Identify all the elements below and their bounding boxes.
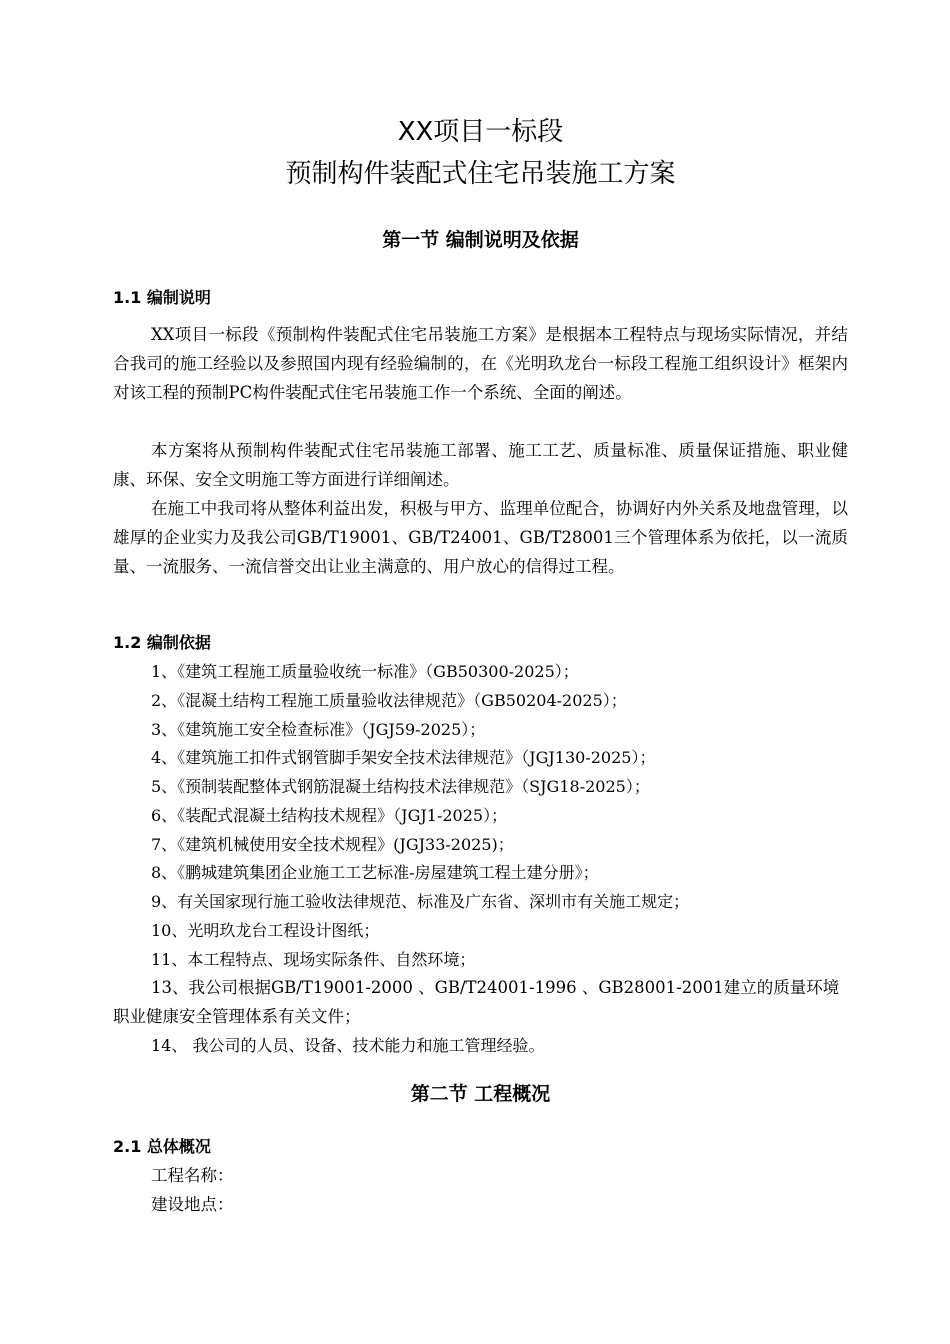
- reference-item: 5、《预制装配整体式钢筋混凝土结构技术法律规范》（SJG18-2025）；: [151, 777, 650, 796]
- subsection-1-1-heading: 1.1 编制说明: [113, 288, 211, 307]
- document-title-line-1: XX项目一标段: [397, 117, 564, 147]
- reference-item: 10、光明玖龙台工程设计图纸；: [151, 921, 380, 940]
- project-location-field: 建设地点：: [151, 1195, 234, 1214]
- reference-item: 3、《建筑施工安全检查标准》（JGJ59-2025）；: [151, 720, 486, 739]
- paragraph-1: XX项目一标段《预制构件装配式住宅吊装施工方案》是根据本工程特点与现场实际情况，并结合我司的施工经验以及参照国内现有经验编制的，在《光明玖龙台一标段工程施工组织设计》框架内对该工程的预制PC构件装配式住宅吊装施工作一个系统、全面的阐述。: [113, 325, 848, 402]
- section-2-title: 第二节 工程概况: [410, 1083, 551, 1105]
- section-1-title: 第一节 编制说明及依据: [382, 229, 579, 251]
- reference-item: 7、《建筑机械使用安全技术规程》(JGJ33-2025)；: [151, 835, 514, 854]
- reference-item: 4、《建筑施工扣件式钢管脚手架安全技术法律规范》（JGJ130-2025）；: [151, 748, 656, 767]
- reference-item: 6、《装配式混凝土结构技术规程》（JGJ1-2025）；: [151, 806, 508, 825]
- paragraph-2: 本方案将从预制构件装配式住宅吊装施工部署、施工工艺、质量标准、质量保证措施、职业健康、环保、安全文明施工等方面进行详细阐述。: [113, 441, 848, 489]
- reference-item: 1、《建筑工程施工质量验收统一标准》（GB50300-2025）；: [151, 662, 579, 681]
- reference-item: 13、我公司根据GB/T19001-2000 、GB/T24001-1996 、GB28001-2001建立的质量环境职业健康安全管理体系有关文件；: [113, 978, 840, 1026]
- reference-item: 9、有关国家现行施工验收法律规范、标准及广东省、深圳市有关施工规定；: [151, 892, 690, 911]
- document-title-line-2: 预制构件装配式住宅吊装施工方案: [285, 159, 676, 189]
- paragraph-3: 在施工中我司将从整体利益出发，积极与甲方、监理单位配合，协调好内外关系及地盘管理，以雄厚的企业实力及我公司GB/T19001、GB/T24001、GB/T28001三个管理体系为依托，以一流质量、一流服务、一流信誉交出让业主满意的、用户放心的信得过工程。: [113, 499, 848, 576]
- reference-item: 8、《鹏城建筑集团企业施工工艺标准-房屋建筑工程土建分册》；: [151, 863, 599, 882]
- subsection-1-2-heading: 1.2 编制依据: [113, 633, 211, 652]
- reference-item: 14、 我公司的人员、设备、技术能力和施工管理经验。: [151, 1036, 545, 1055]
- project-name-field: 工程名称：: [151, 1166, 234, 1185]
- reference-item: 2、《混凝土结构工程施工质量验收法律规范》（GB50204-2025）；: [151, 691, 627, 710]
- subsection-2-1-heading: 2.1 总体概况: [113, 1137, 211, 1156]
- reference-item: 11、本工程特点、现场实际条件、自然环境；: [151, 950, 476, 969]
